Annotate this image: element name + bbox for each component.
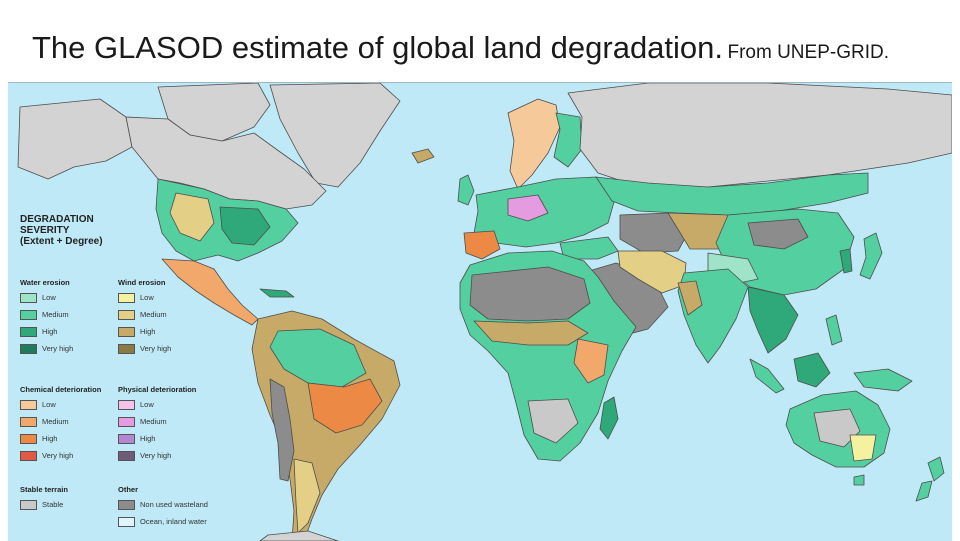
legend-heading: Stable terrain bbox=[20, 485, 68, 494]
legend-label: Very high bbox=[42, 344, 74, 353]
legend-label: Medium bbox=[42, 417, 69, 426]
world-map bbox=[8, 83, 952, 541]
legend-label: High bbox=[140, 327, 156, 336]
legend-heading: Chemical deterioration bbox=[20, 385, 102, 394]
title-source: From UNEP-GRID. bbox=[727, 42, 889, 63]
legend-label: Very high bbox=[140, 344, 172, 353]
slide-title bbox=[32, 30, 889, 74]
legend-heading: Wind erosion bbox=[118, 278, 166, 287]
title-main: The GLASOD estimate of global land degradation. bbox=[32, 30, 724, 65]
legend-label: High bbox=[42, 327, 58, 336]
legend-label: Medium bbox=[140, 310, 167, 319]
legend-heading: Water erosion bbox=[20, 278, 70, 287]
legend-label: Low bbox=[140, 293, 154, 302]
legend-label: Very high bbox=[140, 451, 172, 460]
legend-heading: Other bbox=[118, 485, 139, 494]
legend-label: Low bbox=[140, 400, 154, 409]
legend-label: Non used wasteland bbox=[140, 500, 208, 509]
legend-label: Medium bbox=[140, 417, 167, 426]
legend-title: DEGRADATION SEVERITY (Extent + Degree) bbox=[20, 214, 103, 247]
legend-label: High bbox=[42, 434, 58, 443]
legend-heading: Physical deterioration bbox=[118, 385, 197, 394]
tasmania bbox=[854, 475, 864, 485]
legend-label: Medium bbox=[42, 310, 69, 319]
legend-label: Low bbox=[42, 400, 56, 409]
legend-label: Ocean, inland water bbox=[140, 517, 207, 526]
sahara bbox=[470, 267, 590, 321]
legend-label: High bbox=[140, 434, 156, 443]
australia-east bbox=[850, 435, 876, 461]
degradation-map bbox=[8, 82, 952, 541]
legend-label: Stable bbox=[42, 500, 64, 509]
legend-label: Low bbox=[42, 293, 56, 302]
legend-label: Very high bbox=[42, 451, 74, 460]
